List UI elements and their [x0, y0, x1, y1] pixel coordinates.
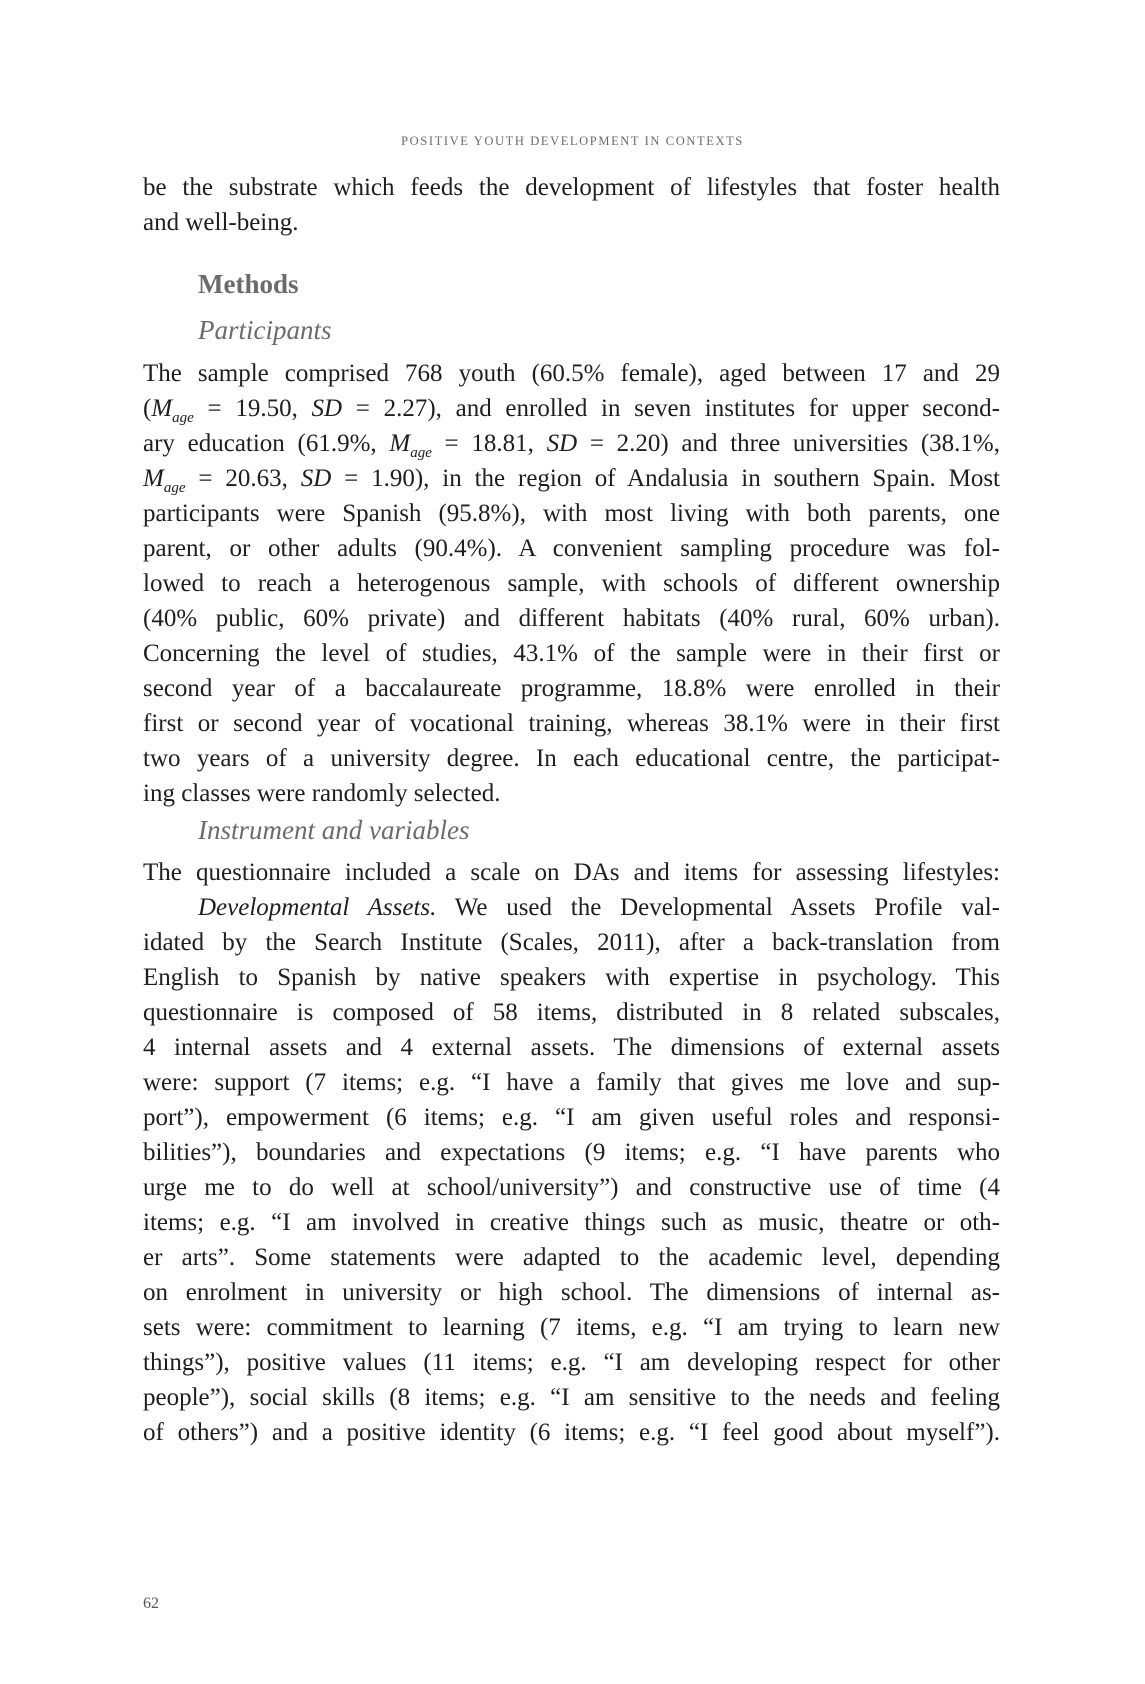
run-in-heading: Developmental Assets. — [198, 894, 437, 921]
participants-paragraph — [143, 356, 1000, 811]
body-line: and well-being. — [143, 209, 299, 236]
body-line: er arts”. Some statements were adapted to the academic level, depending — [143, 1244, 1000, 1271]
body-line: The questionnaire included a scale on DAs and items for assessing lifestyles: — [143, 859, 1000, 886]
body-line: lowed to reach a heterogenous sample, with schools of different ownership — [143, 570, 1000, 597]
body-line: be the substrate which feeds the development of lifestyles that foster health — [143, 174, 1000, 201]
body-line: Concerning the level of studies, 43.1% of the sample were in their first or — [143, 640, 1000, 667]
body-line: were: support (7 items; e.g. “I have a family that gives me love and sup- — [143, 1069, 1000, 1096]
body-line-stats: ary education (61.9%, $M_{age} = 18.81$, SD = 2.20) and three universities (38.1%, — [143, 430, 1000, 461]
body-line: of others”) and a positive identity (6 items; e.g. “I feel good about myself”). — [143, 1419, 1000, 1446]
body-line: (40% public, 60% private) and different habitats (40% rural, 60% urban). — [143, 605, 1000, 632]
body-line: The sample comprised 768 youth (60.5% female), aged between 17 and 29 — [143, 360, 1000, 387]
body-line: things”), positive values (11 items; e.g. “I am developing respect for other — [143, 1349, 1000, 1376]
body-line: second year of a baccalaureate programme, 18.8% were enrolled in their — [143, 675, 1000, 702]
body-line-stats: ($M_{age} = 19.50$, SD = 2.27), and enrolled in seven institutes for upper second- — [143, 395, 1000, 426]
body-line: first or second year of vocational training, whereas 38.1% were in their first — [143, 710, 1000, 737]
page-number: 62 — [143, 1595, 159, 1612]
body-line: bilities”), boundaries and expectations (9 items; e.g. “I have parents who — [143, 1139, 1000, 1166]
body-line: urge me to do well at school/university”) and constructive use of time (4 — [143, 1174, 1000, 1201]
body-line-stats: $M_{age} = 20.63$, SD = 1.90), in the region of Andalusia in southern Spain. Most — [143, 465, 1001, 496]
body-line: sets were: commitment to learning (7 items, e.g. “I am trying to learn new — [143, 1314, 1000, 1341]
body-line: on enrolment in university or high school. The dimensions of internal as- — [143, 1279, 1000, 1306]
subheading-participants: Participants — [198, 315, 332, 345]
body-line-indented: Developmental Assets. We used the Developmental Assets Profile val- — [198, 894, 1000, 921]
body-line: participants were Spanish (95.8%), with most living with both parents, one — [143, 500, 1000, 527]
body-line: items; e.g. “I am involved in creative things such as music, theatre or oth- — [143, 1209, 1000, 1236]
body-line: English to Spanish by native speakers with expertise in psychology. This — [143, 964, 1000, 991]
body-line: two years of a university degree. In each educational centre, the participat- — [143, 745, 1000, 772]
body-line: 4 internal assets and 4 external assets. The dimensions of external assets — [143, 1034, 1000, 1061]
instrument-paragraph — [143, 855, 1000, 1450]
body-line: people”), social skills (8 items; e.g. “I am sensitive to the needs and feeling — [143, 1384, 1000, 1411]
body-line: parent, or other adults (90.4%). A convenient sampling procedure was fol- — [143, 535, 1000, 562]
body-line: questionnaire is composed of 58 items, distributed in 8 related subscales, — [143, 999, 1000, 1026]
intro-paragraph — [143, 170, 1000, 240]
body-line: ing classes were randomly selected. — [143, 780, 501, 807]
section-heading-methods: Methods — [198, 269, 299, 299]
body-line: port”), empowerment (6 items; e.g. “I am given useful roles and responsi- — [143, 1104, 1000, 1131]
body-line: idated by the Search Institute (Scales, 2011), after a back-translation from — [143, 929, 1000, 956]
subheading-instrument: Instrument and variables — [198, 815, 470, 845]
running-head: POSITIVE YOUTH DEVELOPMENT IN CONTEXTS — [401, 134, 744, 148]
